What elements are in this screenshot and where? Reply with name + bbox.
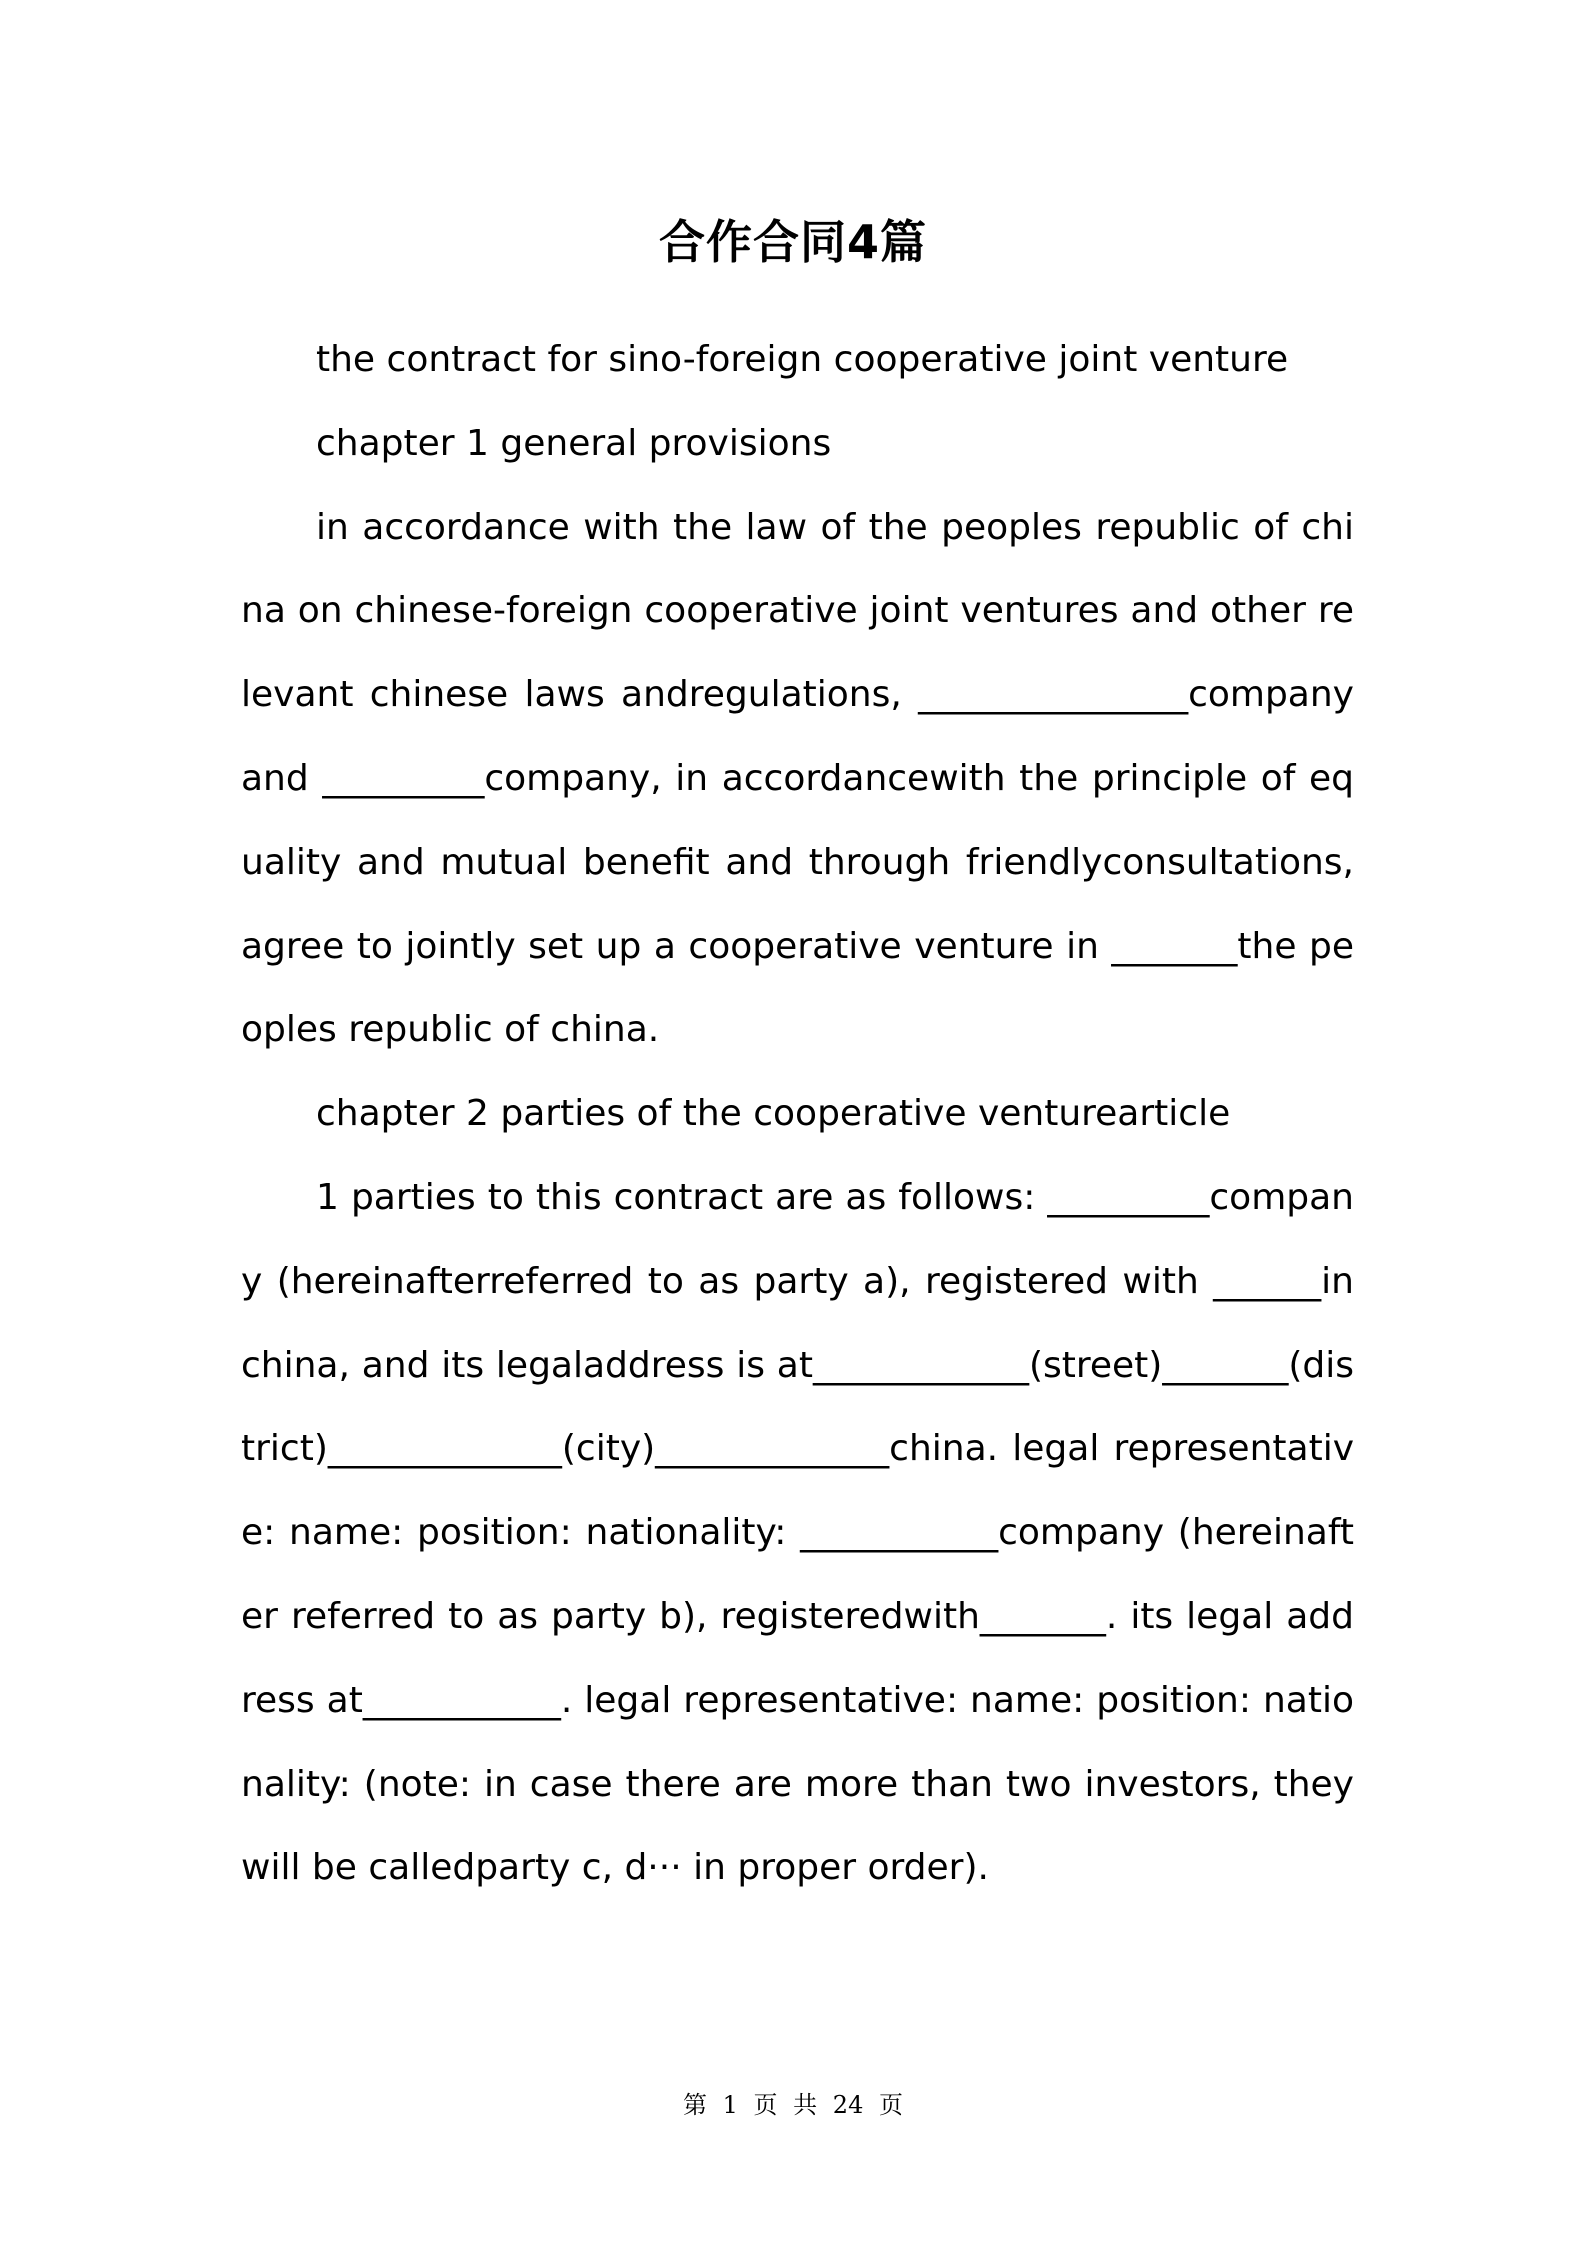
page-number-footer: 第 1 页 共 24 页 (683, 2091, 903, 2119)
paragraph-preamble: in accordance with the law of the peoples republic of china on chinese-foreign cooperative joint ventures and other relevant chinese laws andregulations, _______________company and _________company, in accordancewith the principle of equality and mutual benefit and through friendlyconsultations, agree to jointly set up a cooperative venture in _______the peoples republic of china. (241, 506, 1354, 1051)
paragraph-chapter-2-heading: chapter 2 parties of the cooperative venturearticle (316, 1093, 1231, 1135)
paragraph-article-1-parties: 1 parties to this contract are as follows: _________company (hereinafterreferred to as party a), registered with ______in china, and its legaladdress is at____________(street)_______(district)_____________(city)_____________china. legal representative: name: position: nationality: ___________company (hereinafter referred to as party b), registeredwith_______. its legal address at___________. legal representative: name: position: nationality: (note: in case there are more than two investors, they will be calledparty c, d··· in proper order). (241, 1176, 1354, 1889)
paragraph-chapter-1-heading: chapter 1 general provisions (316, 422, 832, 464)
paragraph-contract-heading: the contract for sino-foreign cooperative joint venture (316, 339, 1289, 380)
document-title: 合作合同4篇 (658, 215, 927, 269)
document-body (241, 318, 1354, 1910)
